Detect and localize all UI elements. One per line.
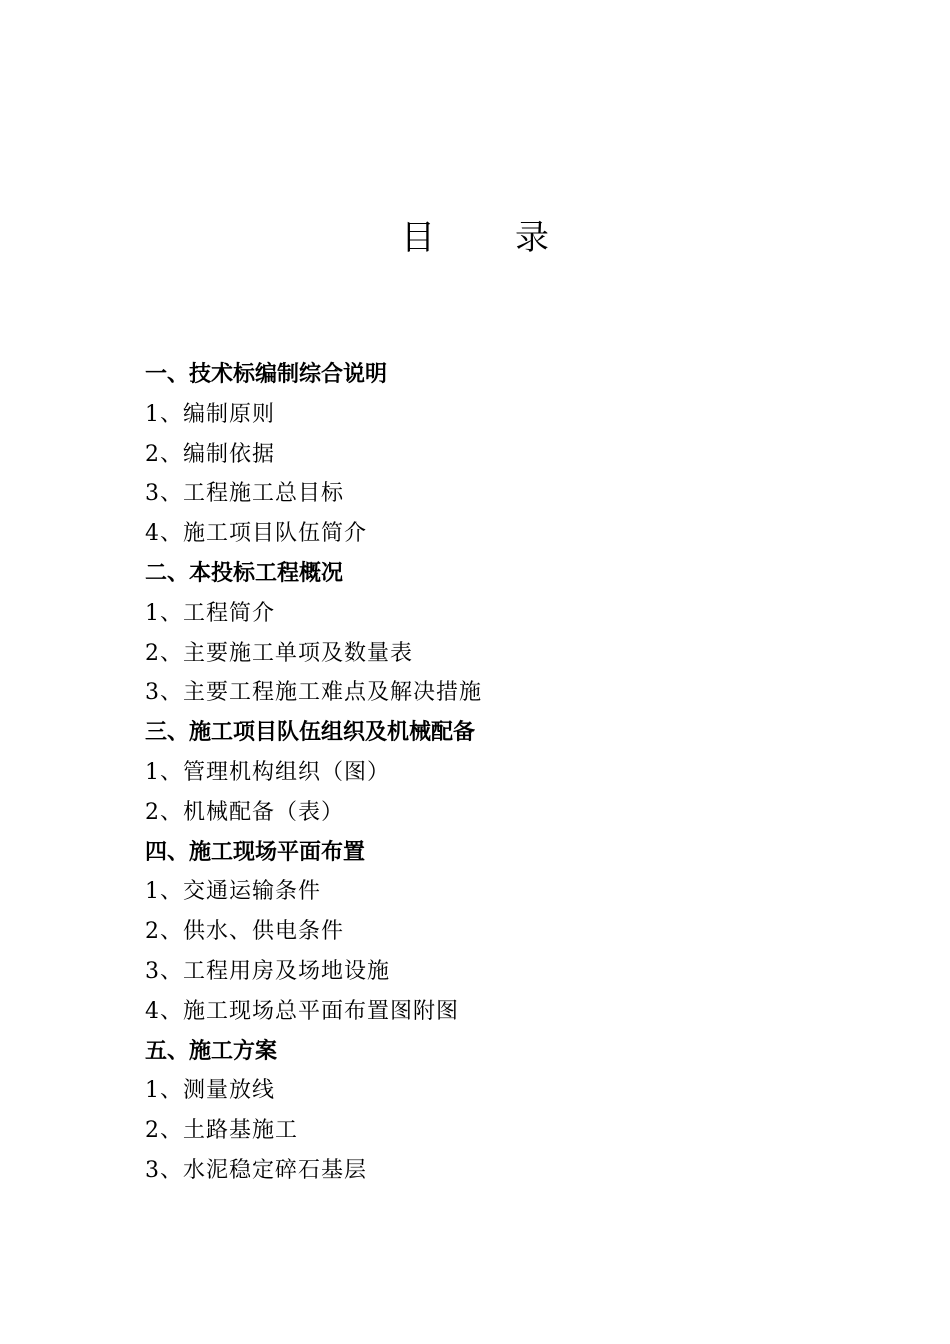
toc-section-heading: 四、施工现场平面布置 bbox=[145, 839, 366, 865]
toc-entry: 1、工程简介 bbox=[145, 600, 275, 626]
toc-entry: 3、水泥稳定碎石基层 bbox=[145, 1157, 367, 1183]
toc-section-heading: 三、施工项目队伍组织及机械配备 bbox=[145, 720, 476, 746]
toc-entry: 2、供水、供电条件 bbox=[145, 919, 344, 945]
toc-section-heading: 一、技术标编制综合说明 bbox=[145, 362, 388, 387]
toc-entry: 3、工程用房及场地设施 bbox=[145, 958, 390, 984]
toc-entry: 1、管理机构组织（图） bbox=[145, 759, 390, 785]
toc-entry: 3、工程施工总目标 bbox=[145, 481, 344, 507]
toc-entry: 2、编制依据 bbox=[145, 441, 275, 467]
toc-entry: 1、交通运输条件 bbox=[145, 879, 321, 905]
table-of-contents bbox=[145, 355, 865, 1191]
toc-entry: 4、施工现场总平面布置图附图 bbox=[145, 998, 459, 1024]
toc-entry: 2、主要施工单项及数量表 bbox=[145, 640, 413, 666]
toc-entry: 2、土路基施工 bbox=[145, 1118, 298, 1144]
toc-section-heading: 五、施工方案 bbox=[145, 1038, 278, 1064]
page-title bbox=[0, 210, 950, 259]
toc-entry: 4、施工项目队伍简介 bbox=[145, 521, 367, 547]
toc-entry: 3、主要工程施工难点及解决措施 bbox=[145, 680, 482, 706]
toc-entry: 1、测量放线 bbox=[145, 1078, 275, 1104]
title-char-right: 录 bbox=[515, 218, 549, 258]
toc-entry: 1、编制原则 bbox=[145, 401, 275, 427]
title-char-left: 目 bbox=[401, 218, 435, 258]
toc-entry: 2、机械配备（表） bbox=[145, 799, 344, 825]
toc-section-heading: 二、本投标工程概况 bbox=[145, 560, 344, 586]
